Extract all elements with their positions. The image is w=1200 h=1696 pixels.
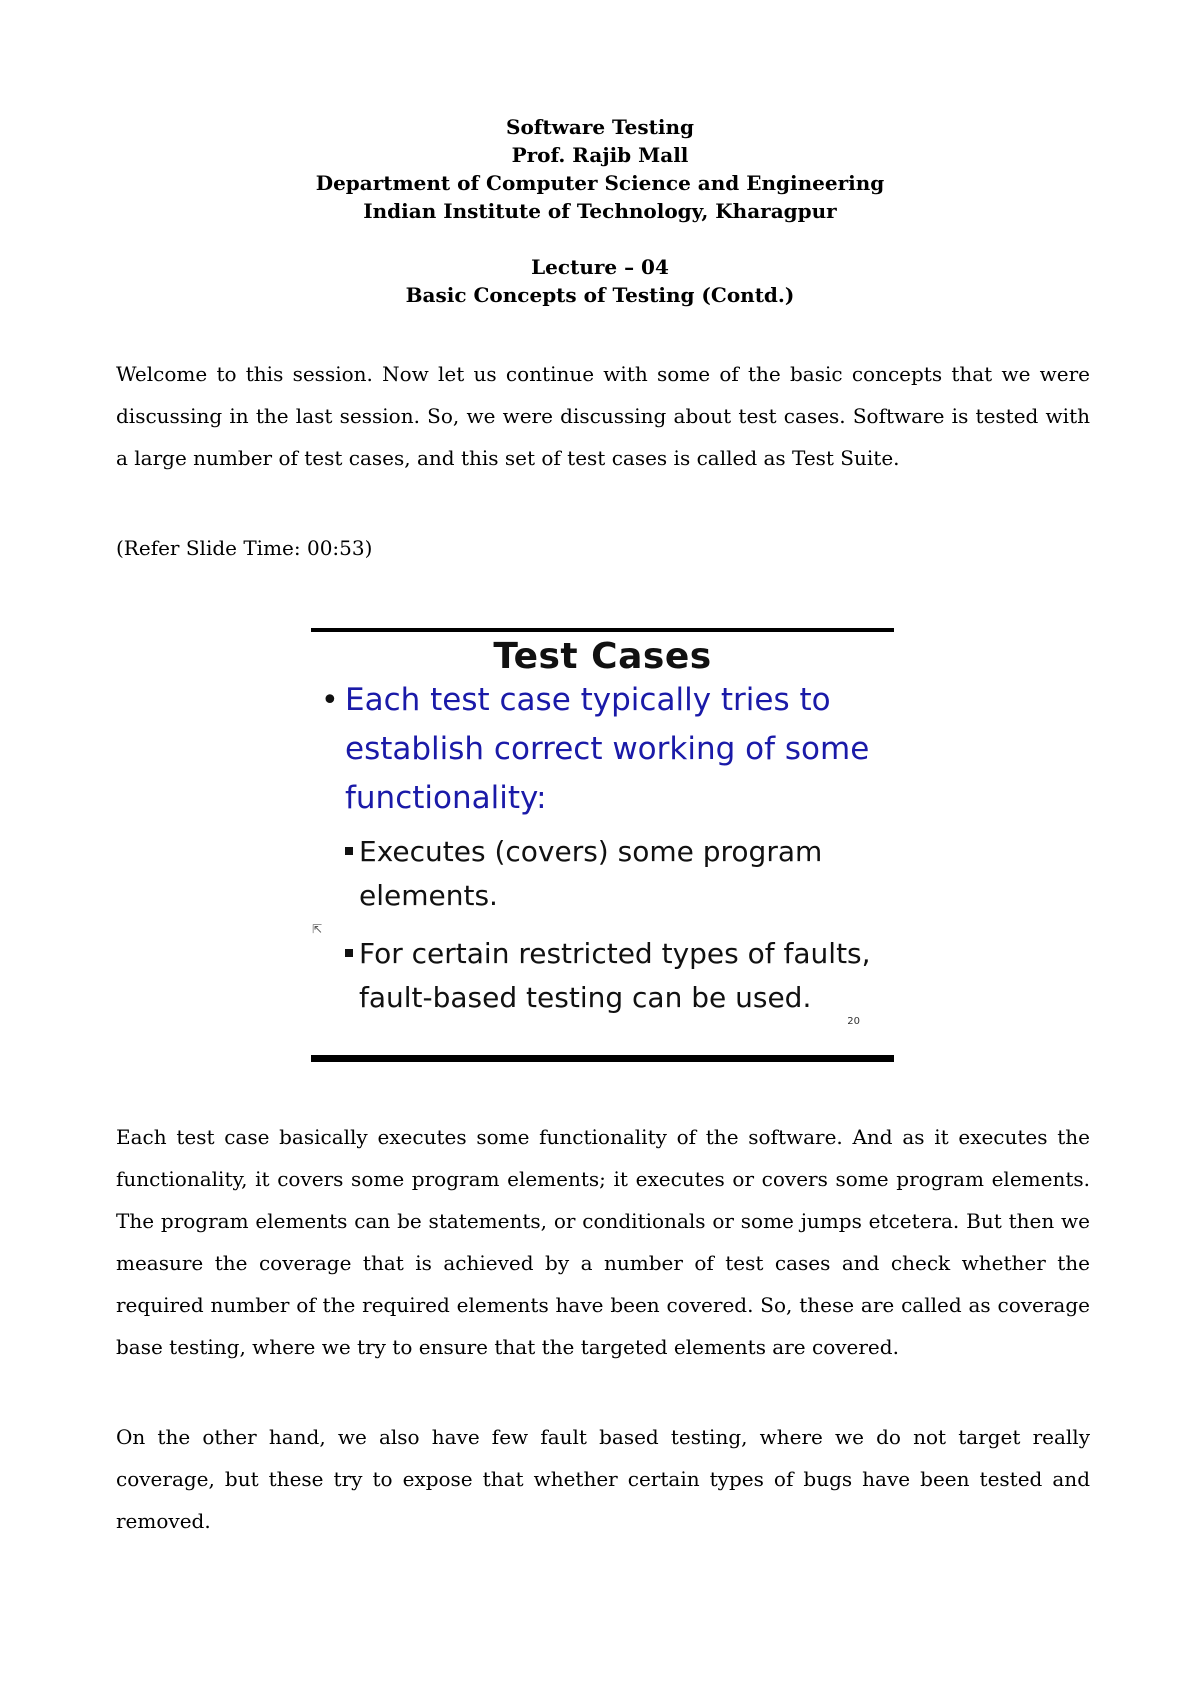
professor-name: Prof. Rajib Mall xyxy=(511,143,689,167)
document-header xyxy=(0,113,1200,309)
institute-name: Indian Institute of Technology, Kharagpur xyxy=(363,199,837,223)
square-bullet-icon xyxy=(345,949,353,957)
coverage-paragraph: Each test case basically executes some functionality of the software. And as it executes the functionality, it covers some program elements; it executes or covers some program elements. The program elements can be statements, or conditionals or some jumps etcetera. But then we measure the coverage that is achieved by a number of test cases and check whether the required number of the required elements have been covered. So, these are called as coverage base testing, where we try to ensure that the targeted elements are covered. xyxy=(116,1125,1090,1359)
intro-paragraph: Welcome to this session. Now let us continue with some of the basic concepts that we were discussing in the last session. So, we were discussing about test cases. Software is tested with a large number of test cases, and this set of test cases is called as Test Suite. xyxy=(116,362,1090,470)
slide-number: 20 xyxy=(847,1016,860,1027)
course-title: Software Testing xyxy=(506,115,694,139)
lecture-topic: Basic Concepts of Testing (Contd.) xyxy=(405,283,795,307)
slide-sub-bullet-text: Executes (covers) some program elements. xyxy=(359,835,823,912)
header-spacer xyxy=(0,225,1200,253)
mouse-cursor-icon: ⇱ xyxy=(312,922,323,936)
slide-title: Test Cases xyxy=(493,636,712,677)
slide-image xyxy=(311,628,894,1062)
department-name: Department of Computer Science and Engineering xyxy=(315,171,885,195)
fault-paragraph: On the other hand, we also have few fault based testing, where we do not target really coverage, but these try to expose that whether certain types of bugs have been tested and removed. xyxy=(116,1425,1090,1533)
slide-sub-bullet-text: For certain restricted types of faults, fault-based testing can be used. xyxy=(359,937,871,1014)
lecture-number: Lecture – 04 xyxy=(531,255,669,279)
square-bullet-icon xyxy=(345,847,353,855)
slide-main-bullet-text: Each test case typically tries to establish correct working of some functionality: xyxy=(345,682,870,816)
bullet-dot-icon: • xyxy=(321,683,339,718)
slide-reference: (Refer Slide Time: 00:53) xyxy=(116,536,373,560)
